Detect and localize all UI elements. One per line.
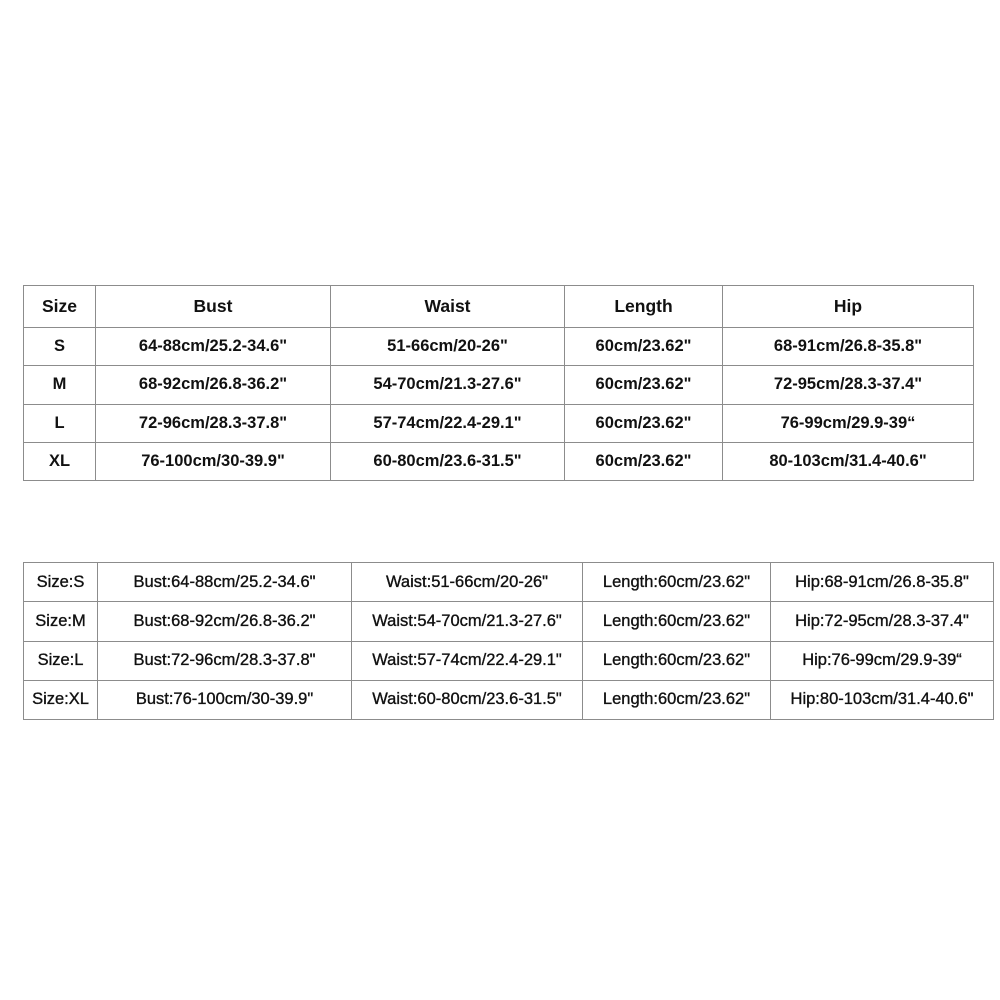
cell-hip: Hip:72-95cm/28.3-37.4" xyxy=(771,602,994,641)
cell-size: Size:XL xyxy=(24,680,98,719)
header-cell-bust: Bust xyxy=(96,286,331,328)
cell-waist: 60-80cm/23.6-31.5" xyxy=(331,442,565,480)
cell-size: Size:L xyxy=(24,641,98,680)
cell-length: Length:60cm/23.62" xyxy=(583,563,771,602)
cell-size: Size:M xyxy=(24,602,98,641)
cell-bust: 76-100cm/30-39.9" xyxy=(96,442,331,480)
cell-length: 60cm/23.62" xyxy=(565,328,723,366)
cell-length: 60cm/23.62" xyxy=(565,366,723,404)
cell-waist: 57-74cm/22.4-29.1" xyxy=(331,404,565,442)
cell-hip: 80-103cm/31.4-40.6" xyxy=(723,442,974,480)
cell-bust: Bust:72-96cm/28.3-37.8" xyxy=(98,641,352,680)
cell-hip: 72-95cm/28.3-37.4" xyxy=(723,366,974,404)
cell-bust: 64-88cm/25.2-34.6" xyxy=(96,328,331,366)
table-row xyxy=(24,680,994,719)
size-chart-table-labeled xyxy=(23,562,994,720)
cell-bust: 68-92cm/26.8-36.2" xyxy=(96,366,331,404)
size-chart-table xyxy=(23,285,974,481)
cell-waist: Waist:57-74cm/22.4-29.1" xyxy=(352,641,583,680)
cell-size: M xyxy=(24,366,96,404)
cell-waist: Waist:54-70cm/21.3-27.6" xyxy=(352,602,583,641)
cell-bust: Bust:64-88cm/25.2-34.6" xyxy=(98,563,352,602)
cell-length: 60cm/23.62" xyxy=(565,404,723,442)
cell-bust: Bust:76-100cm/30-39.9" xyxy=(98,680,352,719)
table-row xyxy=(24,404,974,442)
table-row xyxy=(24,328,974,366)
cell-hip: Hip:76-99cm/29.9-39“ xyxy=(771,641,994,680)
cell-length: Length:60cm/23.62" xyxy=(583,602,771,641)
table-row xyxy=(24,641,994,680)
cell-length: 60cm/23.62" xyxy=(565,442,723,480)
header-cell-waist: Waist xyxy=(331,286,565,328)
header-cell-size: Size xyxy=(24,286,96,328)
cell-bust: Bust:68-92cm/26.8-36.2" xyxy=(98,602,352,641)
cell-hip: Hip:68-91cm/26.8-35.8" xyxy=(771,563,994,602)
cell-bust: 72-96cm/28.3-37.8" xyxy=(96,404,331,442)
table-row xyxy=(24,366,974,404)
cell-size: S xyxy=(24,328,96,366)
cell-hip: Hip:80-103cm/31.4-40.6" xyxy=(771,680,994,719)
table-row xyxy=(24,442,974,480)
header-cell-hip: Hip xyxy=(723,286,974,328)
table-row xyxy=(24,602,994,641)
cell-hip: 76-99cm/29.9-39“ xyxy=(723,404,974,442)
table-header-row xyxy=(24,286,974,328)
cell-size: Size:S xyxy=(24,563,98,602)
cell-waist: 51-66cm/20-26" xyxy=(331,328,565,366)
cell-waist: Waist:60-80cm/23.6-31.5" xyxy=(352,680,583,719)
table-row xyxy=(24,563,994,602)
header-cell-length: Length xyxy=(565,286,723,328)
cell-size: XL xyxy=(24,442,96,480)
cell-size: L xyxy=(24,404,96,442)
cell-hip: 68-91cm/26.8-35.8" xyxy=(723,328,974,366)
cell-length: Length:60cm/23.62" xyxy=(583,641,771,680)
cell-waist: 54-70cm/21.3-27.6" xyxy=(331,366,565,404)
cell-length: Length:60cm/23.62" xyxy=(583,680,771,719)
cell-waist: Waist:51-66cm/20-26" xyxy=(352,563,583,602)
